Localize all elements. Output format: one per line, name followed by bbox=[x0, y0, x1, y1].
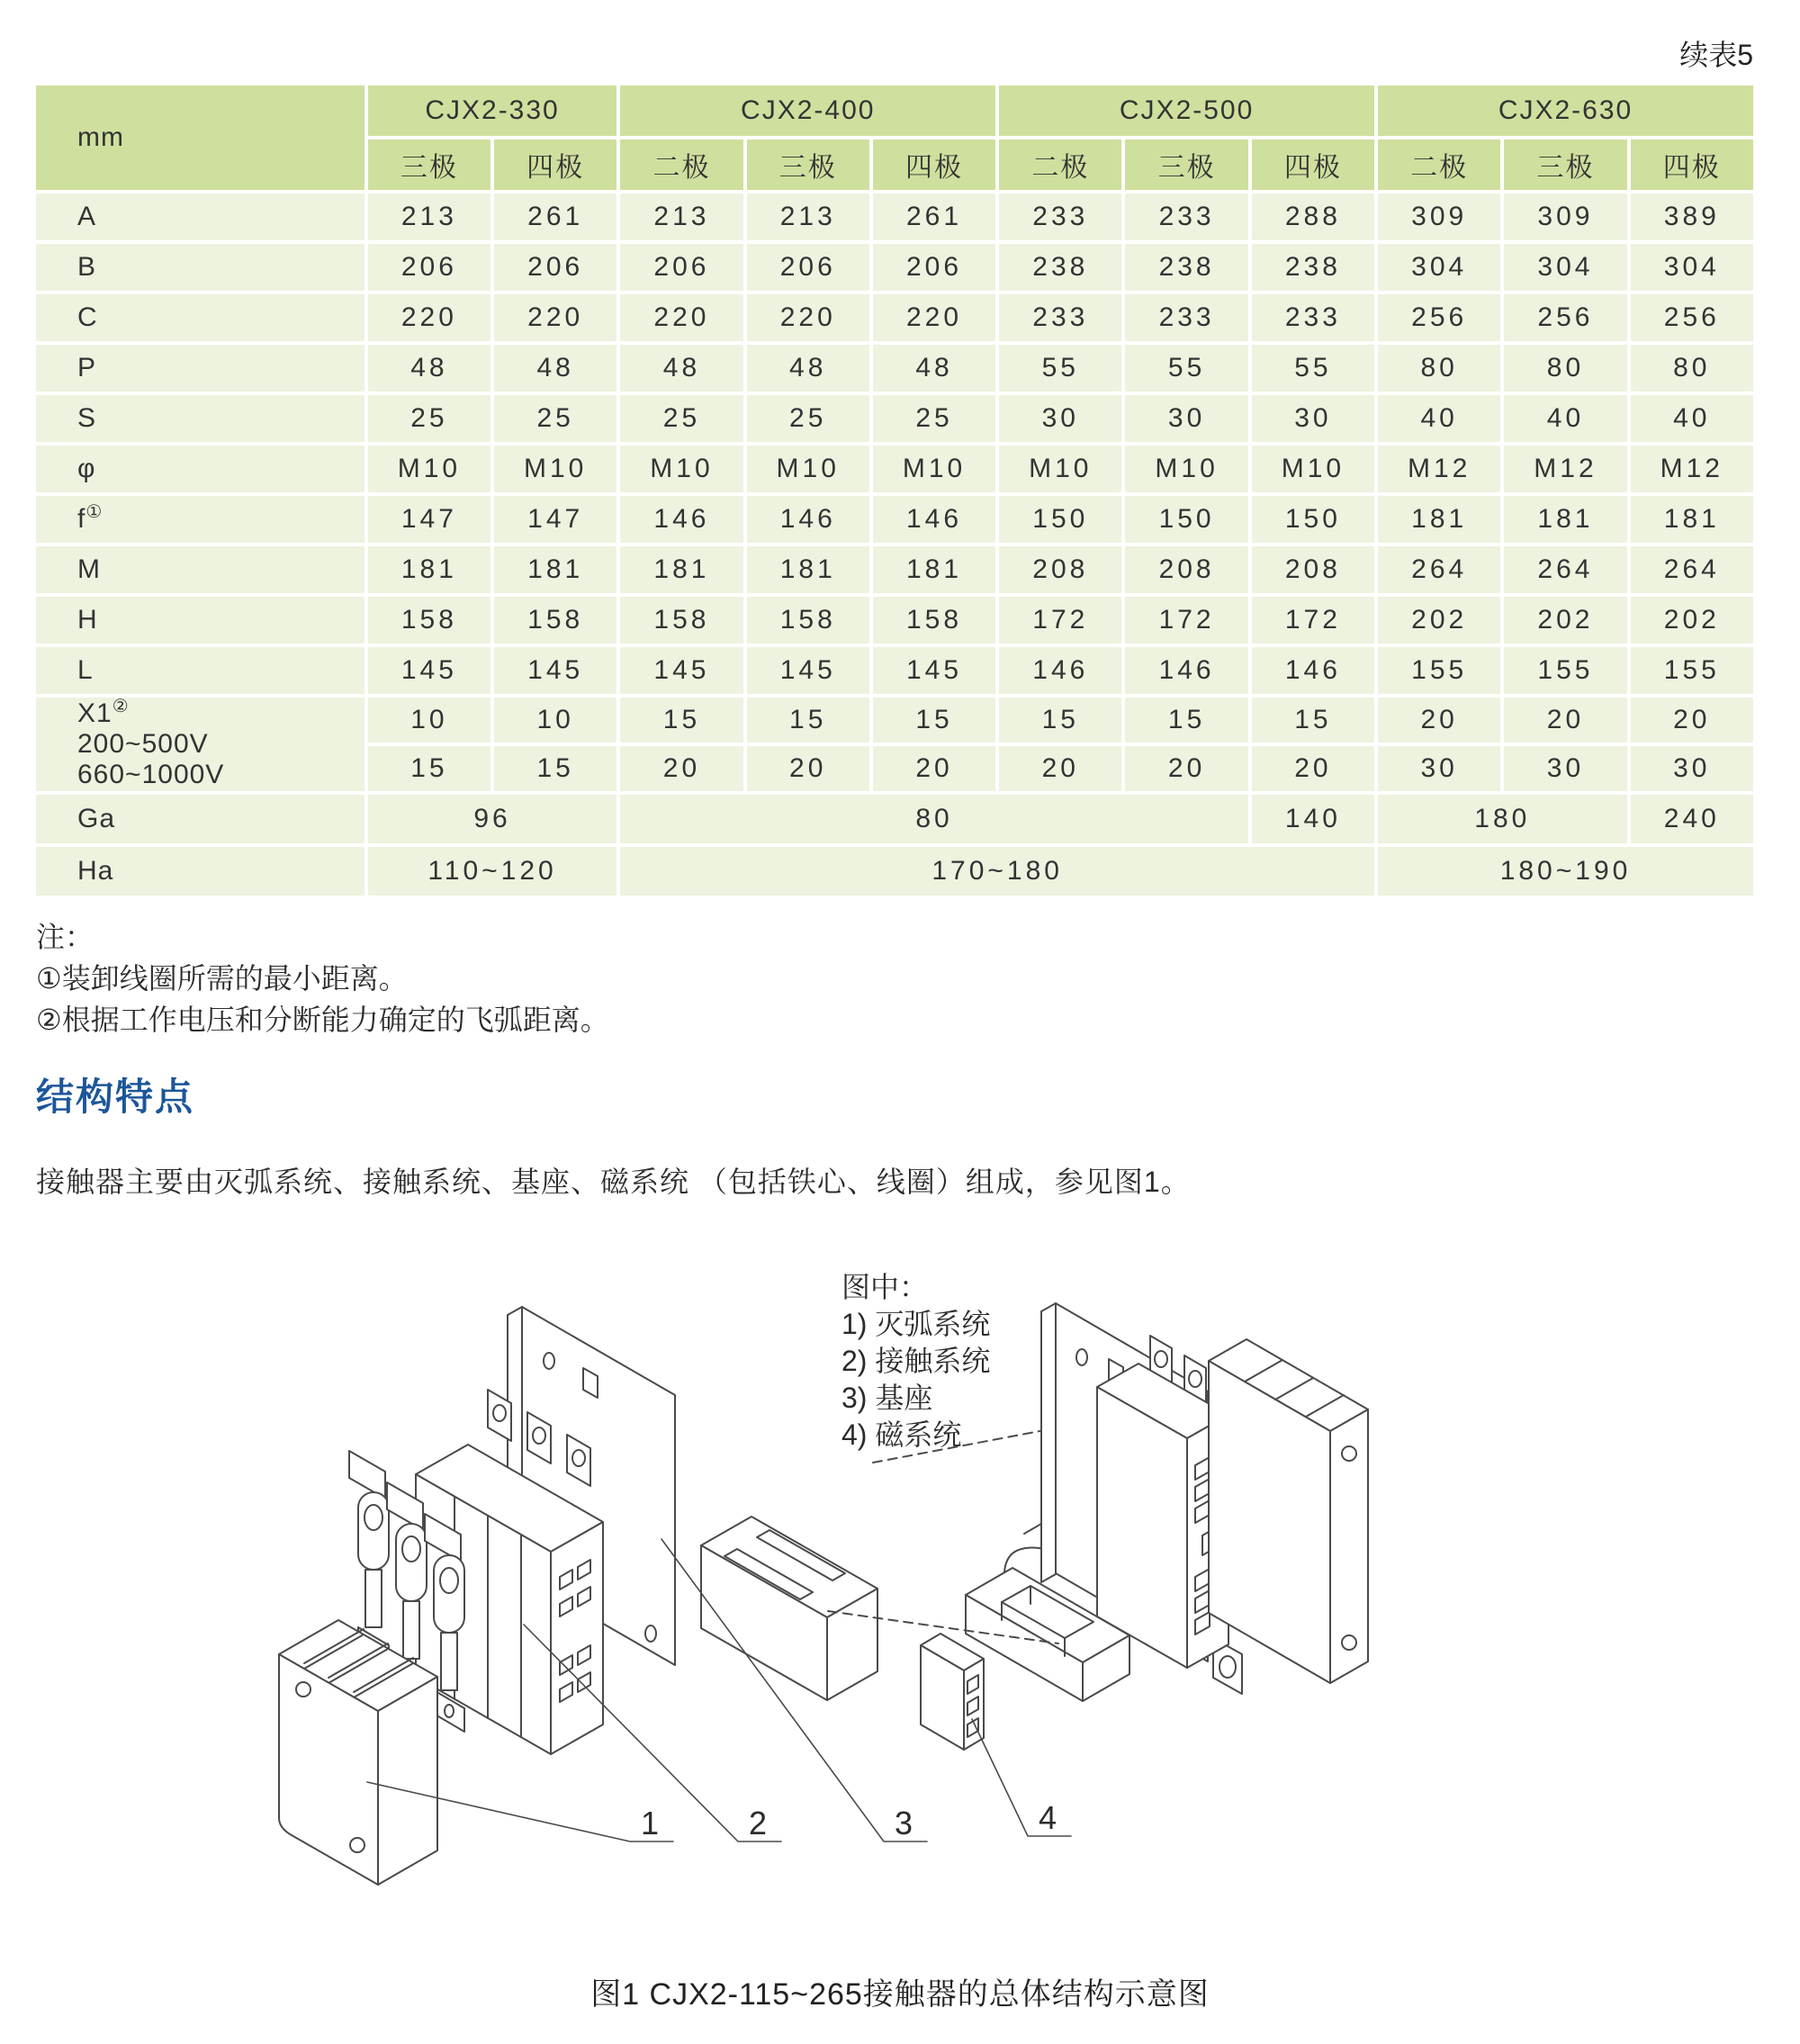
table-cell: M10 bbox=[366, 444, 492, 494]
table-cell: 261 bbox=[492, 192, 618, 242]
table-cell: M10 bbox=[1123, 444, 1249, 494]
table-cell: 20 bbox=[618, 744, 744, 793]
table-cell: 15 bbox=[871, 696, 997, 744]
table-cell: 80 bbox=[1376, 343, 1502, 393]
table-cell-span: 80 bbox=[618, 793, 1249, 845]
table-cell: 147 bbox=[492, 494, 618, 545]
section-heading: 结构特点 bbox=[36, 1076, 195, 1118]
table-cell: M12 bbox=[1502, 444, 1628, 494]
table-header-row-groups bbox=[34, 84, 1755, 138]
table-cell: 208 bbox=[1250, 545, 1376, 595]
table-cell: 48 bbox=[366, 343, 492, 393]
table-row-P bbox=[34, 343, 1755, 393]
row-label: L bbox=[34, 645, 366, 696]
row-label: H bbox=[34, 595, 366, 645]
figure-caption: 图1 CJX2-115~265接触器的总体结构示意图 bbox=[590, 1977, 1210, 2012]
table-cell: 30 bbox=[997, 393, 1123, 444]
table-cell: 55 bbox=[1123, 343, 1249, 393]
table-row-H bbox=[34, 595, 1755, 645]
pole-header: 二极 bbox=[997, 138, 1123, 192]
table-cell: 158 bbox=[871, 595, 997, 645]
table-cell: 146 bbox=[1123, 645, 1249, 696]
table-cell: 25 bbox=[366, 393, 492, 444]
pole-header: 三极 bbox=[1502, 138, 1628, 192]
table-cell: 264 bbox=[1502, 545, 1628, 595]
row-label: φ bbox=[34, 444, 366, 494]
part-label-4: 4 bbox=[1039, 1799, 1058, 1836]
table-cell: 146 bbox=[618, 494, 744, 545]
table-cell: 206 bbox=[871, 242, 997, 293]
table-row-f bbox=[34, 494, 1755, 545]
table-cell: 20 bbox=[1502, 696, 1628, 744]
table-cell-span: 240 bbox=[1629, 793, 1755, 845]
note-title: 注： bbox=[36, 921, 94, 953]
table-cell-span: 140 bbox=[1250, 793, 1376, 845]
table-cell: 25 bbox=[871, 393, 997, 444]
table-cell: 20 bbox=[745, 744, 871, 793]
section-paragraph: 接触器主要由灭弧系统、接触系统、基座、磁系统 （包括铁心、线圈）组成，参见图1。 bbox=[36, 1166, 1191, 1198]
pole-header: 二极 bbox=[618, 138, 744, 192]
table-cell: 15 bbox=[1250, 696, 1376, 744]
table-cell: 48 bbox=[871, 343, 997, 393]
pole-header: 四极 bbox=[492, 138, 618, 192]
table-row-A bbox=[34, 192, 1755, 242]
row-label: A bbox=[34, 192, 366, 242]
table-cell: 181 bbox=[871, 545, 997, 595]
table-cell: M10 bbox=[492, 444, 618, 494]
table-cell: 145 bbox=[366, 645, 492, 696]
table-cell: 48 bbox=[745, 343, 871, 393]
table-cell: 213 bbox=[366, 192, 492, 242]
table-cell: 145 bbox=[871, 645, 997, 696]
part-label-2: 2 bbox=[749, 1805, 768, 1841]
table-cell: 30 bbox=[1376, 744, 1502, 793]
table-cell: 233 bbox=[997, 192, 1123, 242]
table-cell: 208 bbox=[997, 545, 1123, 595]
table-row-S bbox=[34, 393, 1755, 444]
table-cell: 15 bbox=[1123, 696, 1249, 744]
table-cell: 181 bbox=[618, 545, 744, 595]
table-cell: 146 bbox=[871, 494, 997, 545]
table-cell: 15 bbox=[618, 696, 744, 744]
group-header-CJX2-330: CJX2-330 bbox=[366, 84, 619, 138]
table-cell: 220 bbox=[492, 293, 618, 343]
table-cell: 181 bbox=[1376, 494, 1502, 545]
pole-header: 四极 bbox=[1629, 138, 1755, 192]
table-cell: 150 bbox=[1123, 494, 1249, 545]
table-cell: 158 bbox=[492, 595, 618, 645]
table-cell: 55 bbox=[997, 343, 1123, 393]
table-cell: 181 bbox=[492, 545, 618, 595]
table-cell: M10 bbox=[997, 444, 1123, 494]
table-cell: 30 bbox=[1250, 393, 1376, 444]
legend-item-3: 3) 基座 bbox=[842, 1382, 933, 1414]
dimensions-table-wrap bbox=[34, 84, 1755, 897]
table-cell: 20 bbox=[1376, 696, 1502, 744]
table-cell: 220 bbox=[871, 293, 997, 343]
dimensions-table bbox=[34, 84, 1755, 897]
figure-diagram bbox=[252, 1251, 1440, 1953]
part-label-1: 1 bbox=[641, 1805, 660, 1841]
table-cell: 145 bbox=[745, 645, 871, 696]
table-cell: 256 bbox=[1376, 293, 1502, 343]
table-cell: 172 bbox=[997, 595, 1123, 645]
table-cell: 181 bbox=[366, 545, 492, 595]
table-cell: M10 bbox=[745, 444, 871, 494]
row-label: Ha bbox=[34, 845, 366, 897]
row-label: S bbox=[34, 393, 366, 444]
table-cell: 233 bbox=[1123, 192, 1249, 242]
table-cell: 40 bbox=[1629, 393, 1755, 444]
table-cell: 264 bbox=[1629, 545, 1755, 595]
table-cell: 220 bbox=[366, 293, 492, 343]
table-cell: 20 bbox=[1123, 744, 1249, 793]
table-cell: 158 bbox=[366, 595, 492, 645]
table-cell: 256 bbox=[1629, 293, 1755, 343]
table-cell: 30 bbox=[1629, 744, 1755, 793]
table-cell-span: 180 bbox=[1376, 793, 1629, 845]
table-cell: 15 bbox=[745, 696, 871, 744]
row-label: f① bbox=[34, 494, 366, 545]
table-cell: 10 bbox=[366, 696, 492, 744]
pole-header: 二极 bbox=[1376, 138, 1502, 192]
table-cell: 158 bbox=[618, 595, 744, 645]
table-cell: 48 bbox=[618, 343, 744, 393]
table-cell: M10 bbox=[871, 444, 997, 494]
legend-title: 图中： bbox=[842, 1271, 929, 1303]
row-label-x1: X1② 200~500V 660~1000V bbox=[34, 696, 366, 793]
arc-chute-cover-part bbox=[279, 1620, 437, 1885]
group-header-CJX2-500: CJX2-500 bbox=[997, 84, 1376, 138]
table-cell: 20 bbox=[997, 744, 1123, 793]
pole-header: 四极 bbox=[871, 138, 997, 192]
table-row-φ bbox=[34, 444, 1755, 494]
table-cell-span: 110~120 bbox=[366, 845, 619, 897]
table-cell: 181 bbox=[1629, 494, 1755, 545]
table-cell: 145 bbox=[618, 645, 744, 696]
table-cell: 146 bbox=[997, 645, 1123, 696]
table-cell: 264 bbox=[1376, 545, 1502, 595]
note-item-1: ①装卸线圈所需的最小距离。 bbox=[36, 962, 408, 995]
table-cell: 202 bbox=[1502, 595, 1628, 645]
table-cell: 208 bbox=[1123, 545, 1249, 595]
table-cell: 309 bbox=[1502, 192, 1628, 242]
table-cell: 238 bbox=[1123, 242, 1249, 293]
pole-header: 三极 bbox=[366, 138, 492, 192]
table-cell: 233 bbox=[997, 293, 1123, 343]
table-cell: 206 bbox=[492, 242, 618, 293]
table-cell: 40 bbox=[1502, 393, 1628, 444]
part-label-3: 3 bbox=[895, 1805, 914, 1841]
table-cell: 15 bbox=[997, 696, 1123, 744]
row-label: B bbox=[34, 242, 366, 293]
table-cell: 15 bbox=[366, 744, 492, 793]
table-cell: M12 bbox=[1376, 444, 1502, 494]
table-cell: 213 bbox=[618, 192, 744, 242]
table-cell: 146 bbox=[1250, 645, 1376, 696]
pole-header: 四极 bbox=[1250, 138, 1376, 192]
table-cell: 206 bbox=[745, 242, 871, 293]
table-row-C bbox=[34, 293, 1755, 343]
table-cell: 25 bbox=[618, 393, 744, 444]
pole-header: 三极 bbox=[1123, 138, 1249, 192]
table-cell: 155 bbox=[1502, 645, 1628, 696]
table-cell: 233 bbox=[1123, 293, 1249, 343]
table-cell: 20 bbox=[1250, 744, 1376, 793]
table-cell: 206 bbox=[618, 242, 744, 293]
table-cell: M12 bbox=[1629, 444, 1755, 494]
table-cell: 233 bbox=[1250, 293, 1376, 343]
table-cell: 202 bbox=[1629, 595, 1755, 645]
row-label: Ga bbox=[34, 793, 366, 845]
table-cell: 213 bbox=[745, 192, 871, 242]
table-cell: 145 bbox=[492, 645, 618, 696]
table-cell: 304 bbox=[1376, 242, 1502, 293]
table-cell: 202 bbox=[1376, 595, 1502, 645]
table-cell: 288 bbox=[1250, 192, 1376, 242]
table-cell: 20 bbox=[1629, 696, 1755, 744]
table-row-Ha bbox=[34, 845, 1755, 897]
table-cell: M10 bbox=[618, 444, 744, 494]
table-row-Ga bbox=[34, 793, 1755, 845]
table-cell: 155 bbox=[1376, 645, 1502, 696]
pole-header: 三极 bbox=[745, 138, 871, 192]
table-cell: 30 bbox=[1123, 393, 1249, 444]
table-cell-span: 96 bbox=[366, 793, 619, 845]
table-cell: 158 bbox=[745, 595, 871, 645]
table-row-B bbox=[34, 242, 1755, 293]
table-cell: 220 bbox=[745, 293, 871, 343]
table-cell: 15 bbox=[492, 744, 618, 793]
table-cell: 48 bbox=[492, 343, 618, 393]
group-header-CJX2-630: CJX2-630 bbox=[1376, 84, 1755, 138]
table-cell: 238 bbox=[997, 242, 1123, 293]
table-cell: 181 bbox=[745, 545, 871, 595]
table-cell: 25 bbox=[492, 393, 618, 444]
table-cell: 55 bbox=[1250, 343, 1376, 393]
row-label: C bbox=[34, 293, 366, 343]
group-header-CJX2-400: CJX2-400 bbox=[618, 84, 997, 138]
table-cell: 30 bbox=[1502, 744, 1628, 793]
table-cell: 20 bbox=[871, 744, 997, 793]
table-cell: M10 bbox=[1250, 444, 1376, 494]
table-cell: 206 bbox=[366, 242, 492, 293]
legend-item-1: 1) 灭弧系统 bbox=[842, 1308, 991, 1340]
table-cell-span: 170~180 bbox=[618, 845, 1376, 897]
table-row-M bbox=[34, 545, 1755, 595]
notes bbox=[36, 916, 609, 1040]
table-cell: 80 bbox=[1629, 343, 1755, 393]
table-cell: 25 bbox=[745, 393, 871, 444]
legend-item-4: 4) 磁系统 bbox=[842, 1418, 962, 1451]
legend-item-2: 2) 接触系统 bbox=[842, 1345, 991, 1377]
table-cell: 389 bbox=[1629, 192, 1755, 242]
table-cell-span: 180~190 bbox=[1376, 845, 1755, 897]
table-cell: 220 bbox=[618, 293, 744, 343]
table-cell: 150 bbox=[997, 494, 1123, 545]
table-row-X1-a bbox=[34, 696, 1755, 744]
table-cell: 150 bbox=[1250, 494, 1376, 545]
table-cell: 309 bbox=[1376, 192, 1502, 242]
table-cell: 40 bbox=[1376, 393, 1502, 444]
table-cell: 146 bbox=[745, 494, 871, 545]
table-cell: 181 bbox=[1502, 494, 1628, 545]
table-cell: 155 bbox=[1629, 645, 1755, 696]
e-core-lamination bbox=[701, 1517, 878, 1700]
table-cell: 80 bbox=[1502, 343, 1628, 393]
note-item-2: ②根据工作电压和分断能力确定的飞弧距离。 bbox=[36, 1004, 609, 1036]
continued-table-label: 续表5 bbox=[1679, 39, 1753, 71]
table-cell: 261 bbox=[871, 192, 997, 242]
table-cell: 10 bbox=[492, 696, 618, 744]
table-cell: 304 bbox=[1502, 242, 1628, 293]
table-unit-header: mm bbox=[34, 84, 366, 192]
row-label: M bbox=[34, 545, 366, 595]
table-cell: 147 bbox=[366, 494, 492, 545]
table-cell: 238 bbox=[1250, 242, 1376, 293]
table-cell: 172 bbox=[1123, 595, 1249, 645]
table-cell: 256 bbox=[1502, 293, 1628, 343]
row-label: P bbox=[34, 343, 366, 393]
table-cell: 172 bbox=[1250, 595, 1376, 645]
table-cell: 304 bbox=[1629, 242, 1755, 293]
table-row-L bbox=[34, 645, 1755, 696]
